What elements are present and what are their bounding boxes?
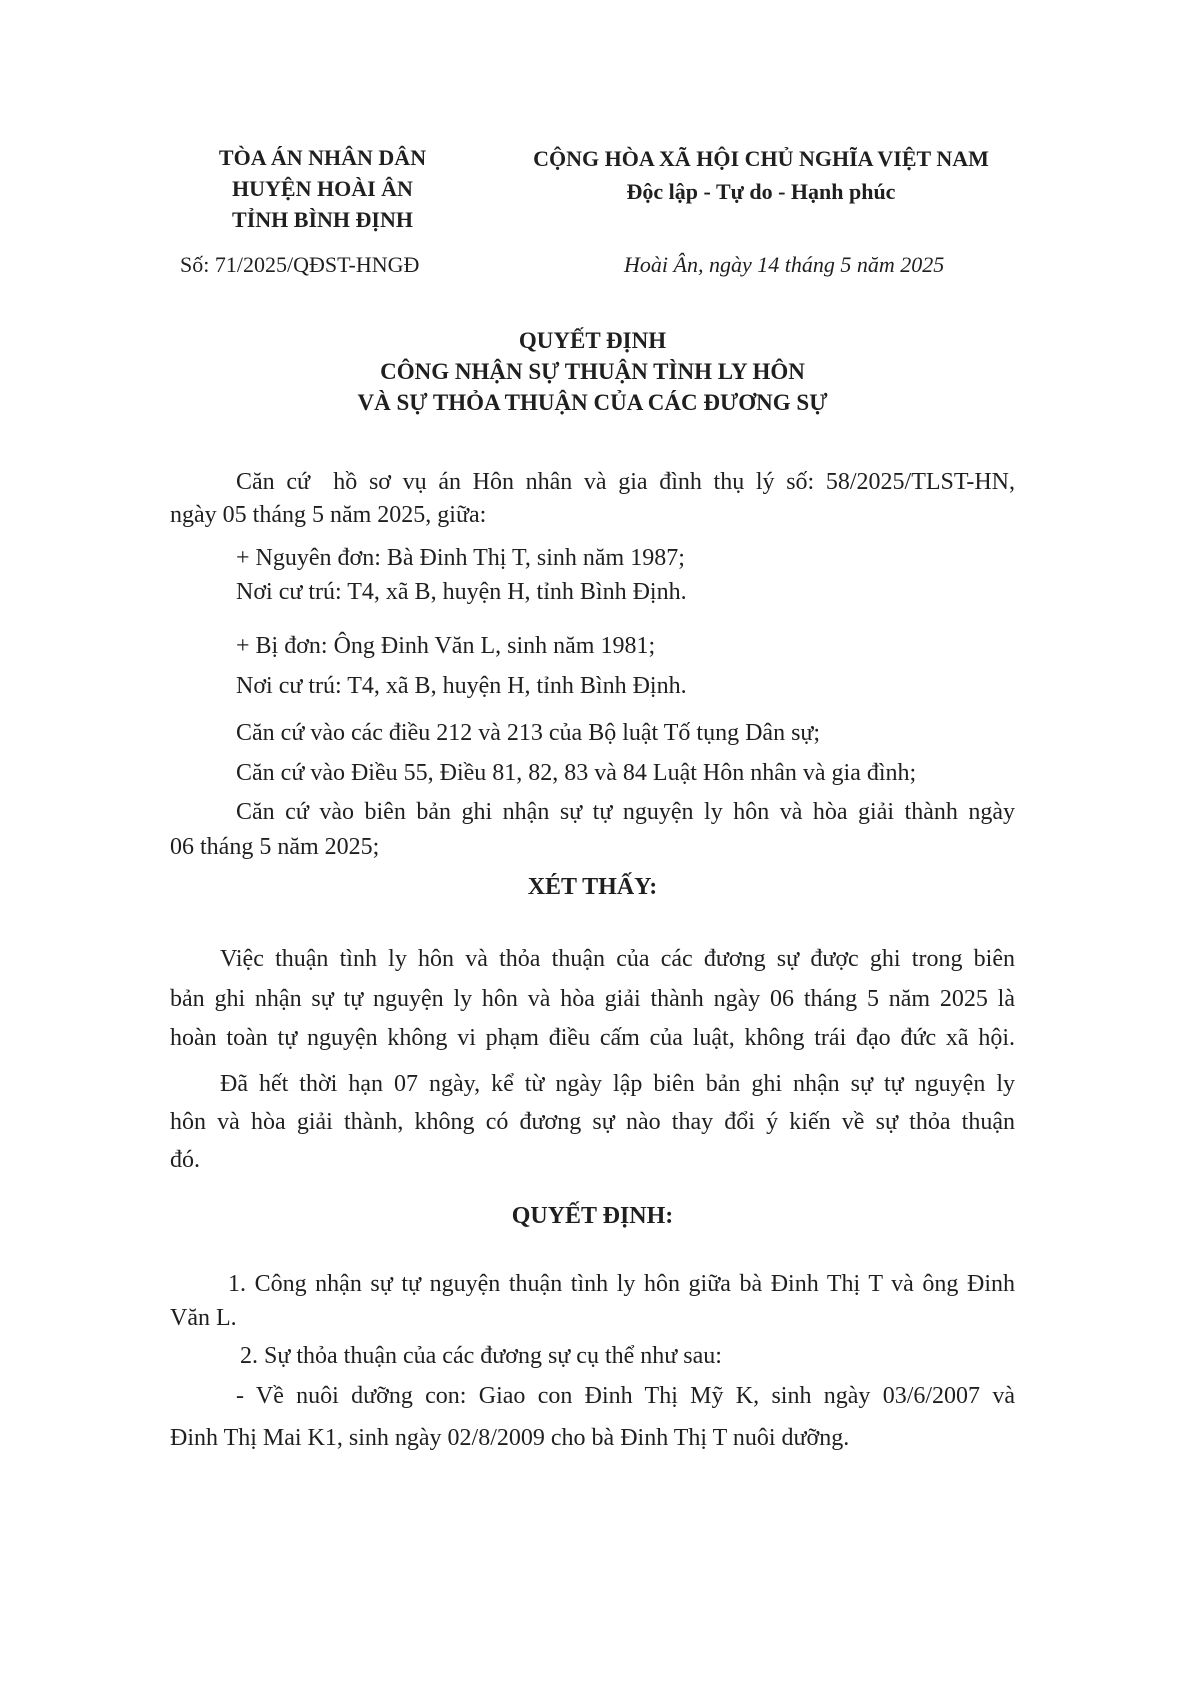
place-and-date: Hoài Ân, ngày 14 tháng 5 năm 2025 [624,252,945,277]
court-district-line: HUYỆN HOÀI ÂN [232,176,413,201]
court-name-block [185,142,460,235]
paragraph-line: hôn và hòa giải thành, không có đương sự nào thay đổi ý kiến về sự thỏa thuận [170,1109,1015,1135]
paragraph-line: + Bị đơn: Ông Đinh Văn L, sinh năm 1981; [236,633,656,659]
basis-case-paragraph [170,466,1015,532]
decision-item-3 [170,1375,1015,1459]
family-law-basis [170,756,1015,790]
decision-number: Số: 71/2025/QĐST-HNGĐ [180,252,420,277]
paragraph-line: Việc thuận tình ly hôn và thỏa thuận của các đương sự được ghi trong biên [220,946,1015,972]
paragraph-line: Căn cứ vào Điều 55, Điều 81, 82, 83 và 84 Luật Hôn nhân và gia đình; [236,760,917,786]
paragraph-line: 2. Sự thỏa thuận của các đương sự cụ thể như sau: [240,1343,722,1369]
national-heading-block [500,142,1022,208]
decision-item-1 [170,1267,1015,1335]
findings-paragraph [170,1065,1015,1179]
paragraph-line: Căn cứ vào biên bản ghi nhận sự tự nguyện ly hôn và hòa giải thành ngày [236,799,1015,825]
paragraph-line: 06 tháng 5 năm 2025; [170,834,380,860]
title-line: CÔNG NHẬN SỰ THUẬN TÌNH LY HÔN [380,359,805,384]
document-title [170,325,1015,418]
paragraph-line: Đã hết thời hạn 07 ngày, kể từ ngày lập biên bản ghi nhận sự tự nguyện ly [220,1071,1015,1097]
paragraph-line: 1. Công nhận sự tự nguyện thuận tình ly hôn giữa bà Đinh Thị T và ông Đinh [228,1271,1015,1297]
paragraph-line: Căn cứ hồ sơ vụ án Hôn nhân và gia đình thụ lý số: 58/2025/TLST-HN, [236,469,1015,495]
court-name-line: TÒA ÁN NHÂN DÂN [218,145,427,170]
decision-heading: QUYẾT ĐỊNH: [511,1203,674,1229]
paragraph-line: Văn L. [170,1305,237,1331]
record-basis-paragraph [170,795,1015,865]
national-motto: Độc lập - Tự do - Hạnh phúc [626,179,896,204]
paragraph-line: Nơi cư trú: T4, xã B, huyện H, tỉnh Bình Định. [236,673,687,699]
paragraph-line: + Nguyên đơn: Bà Đinh Thị T, sinh năm 1987; [236,545,685,571]
court-province-line: TỈNH BÌNH ĐỊNH [232,207,413,232]
decision-item-2 [170,1339,1015,1373]
civil-procedure-basis [170,716,1015,750]
paragraph-line: Căn cứ vào các điều 212 và 213 của Bộ luật Tố tụng Dân sự; [236,720,821,746]
paragraph-line: ngày 05 tháng 5 năm 2025, giữa: [170,502,487,528]
paragraph-line: Nơi cư trú: T4, xã B, huyện H, tỉnh Bình Định. [236,579,687,605]
findings-heading: XÉT THẤY: [527,874,658,900]
defendant-paragraph [170,626,1015,706]
national-title: CỘNG HÒA XÃ HỘI CHỦ NGHĨA VIỆT NAM [533,146,989,171]
title-line: QUYẾT ĐỊNH [518,328,667,353]
plaintiff-paragraph [170,541,1015,609]
title-line: VÀ SỰ THỎA THUẬN CỦA CÁC ĐƯƠNG SỰ [357,390,828,415]
paragraph-line: đó. [170,1147,200,1173]
paragraph-line: Đinh Thị Mai K1, sinh ngày 02/8/2009 cho bà Đinh Thị T nuôi dưỡng. [170,1425,850,1451]
paragraph-line: - Về nuôi dưỡng con: Giao con Đinh Thị Mỹ K, sinh ngày 03/6/2007 và [236,1383,1015,1409]
paragraph-line: bản ghi nhận sự tự nguyện ly hôn và hòa giải thành ngày 06 tháng 5 năm 2025 là [170,985,1015,1012]
findings-paragraph [170,940,1015,1059]
paragraph-line: hoàn toàn tự nguyện không vi phạm điều cấm của luật, không trái đạo đức xã hội. [170,1025,1015,1051]
